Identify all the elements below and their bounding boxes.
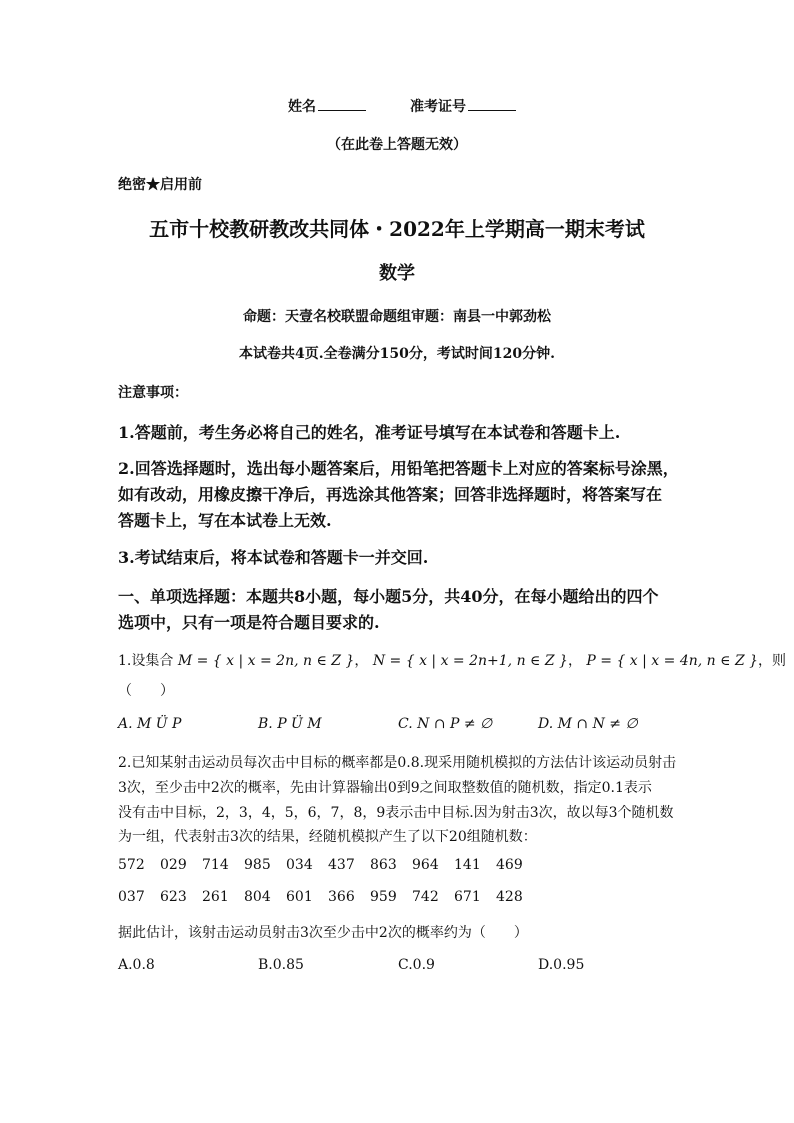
invalid-note: （在此卷上答题无效） [327, 137, 467, 153]
exam-number-blank [468, 96, 516, 111]
name-blank [318, 96, 366, 111]
random-number: 037 [118, 889, 145, 905]
random-number: 141 [454, 857, 481, 873]
q2-line-2: 3次，至少击中2次的概率，先由计算器输出0到9之间取整数值的随机数，指定0.1表示 [118, 780, 652, 796]
notes-heading: 注意事项： [118, 385, 188, 401]
random-numbers-row-2 [118, 889, 538, 905]
q2-line-4: 为一组，代表射击3次的结果，经随机模拟产生了以下20组随机数： [118, 829, 537, 845]
q1-options [118, 716, 658, 732]
note-item-2-line-3: 答题卡上，写在本试卷上无效. [118, 511, 332, 530]
exam-info: 本试卷共4页.全卷满分150分，考试时间120分钟. [239, 346, 555, 362]
exam-title: 五市十校教研教改共同体・2022年上学期高一期末考试 [149, 217, 645, 241]
name-label: 姓名 [288, 99, 316, 115]
question-1-stem [118, 650, 786, 670]
q1-option-b: B. P Ü M [258, 716, 322, 732]
random-number: 964 [412, 857, 439, 873]
random-number: 804 [244, 889, 271, 905]
random-number: 437 [328, 857, 355, 873]
q1-option-d: D. M ∩ N ≠ ∅ [538, 716, 638, 732]
random-number: 428 [496, 889, 523, 905]
note-item-1: 1.答题前，考生务必将自己的姓名，准考证号填写在本试卷和答题卡上. [118, 423, 621, 442]
q1-suffix: ，则 [758, 653, 787, 669]
q1-sep-2: ， [567, 653, 582, 669]
random-number: 985 [244, 857, 271, 873]
q1-answer-paren: （ ） [118, 683, 174, 699]
q2-option-d: D.0.95 [538, 957, 585, 973]
random-number: 863 [370, 857, 397, 873]
name-field-label [288, 96, 366, 116]
random-number: 671 [454, 889, 481, 905]
q1-option-a: A. M Ü P [118, 716, 182, 732]
note-item-2-line-2: 如有改动，用橡皮擦干净后，再选涂其他答案；回答非选择题时，将答案写在 [118, 485, 663, 504]
q1-prefix: 1.设集合 [118, 653, 174, 669]
set-p: P = { x | x = 4n, n ∈ Z } [586, 653, 759, 669]
q1-sep-1: ， [354, 653, 369, 669]
q2-option-b: B.0.85 [258, 957, 304, 973]
section-1-line-2: 选项中，只有一项是符合题目要求的. [118, 613, 380, 632]
random-number: 623 [160, 889, 187, 905]
exam-number-label: 准考证号 [410, 99, 466, 115]
random-number: 601 [286, 889, 313, 905]
random-number: 469 [496, 857, 523, 873]
note-item-2-line-1: 2.回答选择题时，选出每小题答案后，用铅笔把答题卡上对应的答案标号涂黑， [118, 459, 679, 478]
random-number: 959 [370, 889, 397, 905]
random-number: 034 [286, 857, 313, 873]
set-n: N = { x | x = 2n+1, n ∈ Z } [372, 653, 568, 669]
q2-options [118, 957, 658, 973]
exam-number-field-label [410, 96, 516, 116]
q2-line-1: 2.已知某射击运动员每次击中目标的概率都是0.8.现采用随机模拟的方法估计该运动员射击 [118, 755, 677, 771]
random-number: 572 [118, 857, 145, 873]
q2-option-c: C.0.9 [398, 957, 435, 973]
subject-title: 数学 [379, 263, 415, 284]
exam-authors: 命题：天壹名校联盟命题组审题：南县一中郭劲松 [243, 309, 551, 325]
q2-option-a: A.0.8 [118, 957, 155, 973]
random-number: 714 [202, 857, 229, 873]
section-1-line-1: 一、单项选择题：本题共8小题，每小题5分，共40分，在每小题给出的四个 [118, 587, 659, 606]
secret-mark: 绝密★启用前 [118, 177, 202, 193]
q2-question: 据此估计，该射击运动员射击3次至少击中2次的概率约为（ ） [118, 925, 528, 941]
random-number: 366 [328, 889, 355, 905]
q2-line-3: 没有击中目标，2，3，4，5，6，7，8，9表示击中目标.因为射击3次，故以每3个随机数 [118, 805, 674, 821]
q1-option-c: C. N ∩ P ≠ ∅ [398, 716, 493, 732]
set-m: M = { x | x = 2n, n ∈ Z } [177, 653, 355, 669]
random-number: 029 [160, 857, 187, 873]
random-number: 261 [202, 889, 229, 905]
random-numbers-row-1 [118, 857, 538, 873]
random-number: 742 [412, 889, 439, 905]
note-item-3: 3.考试结束后，将本试卷和答题卡一并交回. [118, 548, 429, 567]
